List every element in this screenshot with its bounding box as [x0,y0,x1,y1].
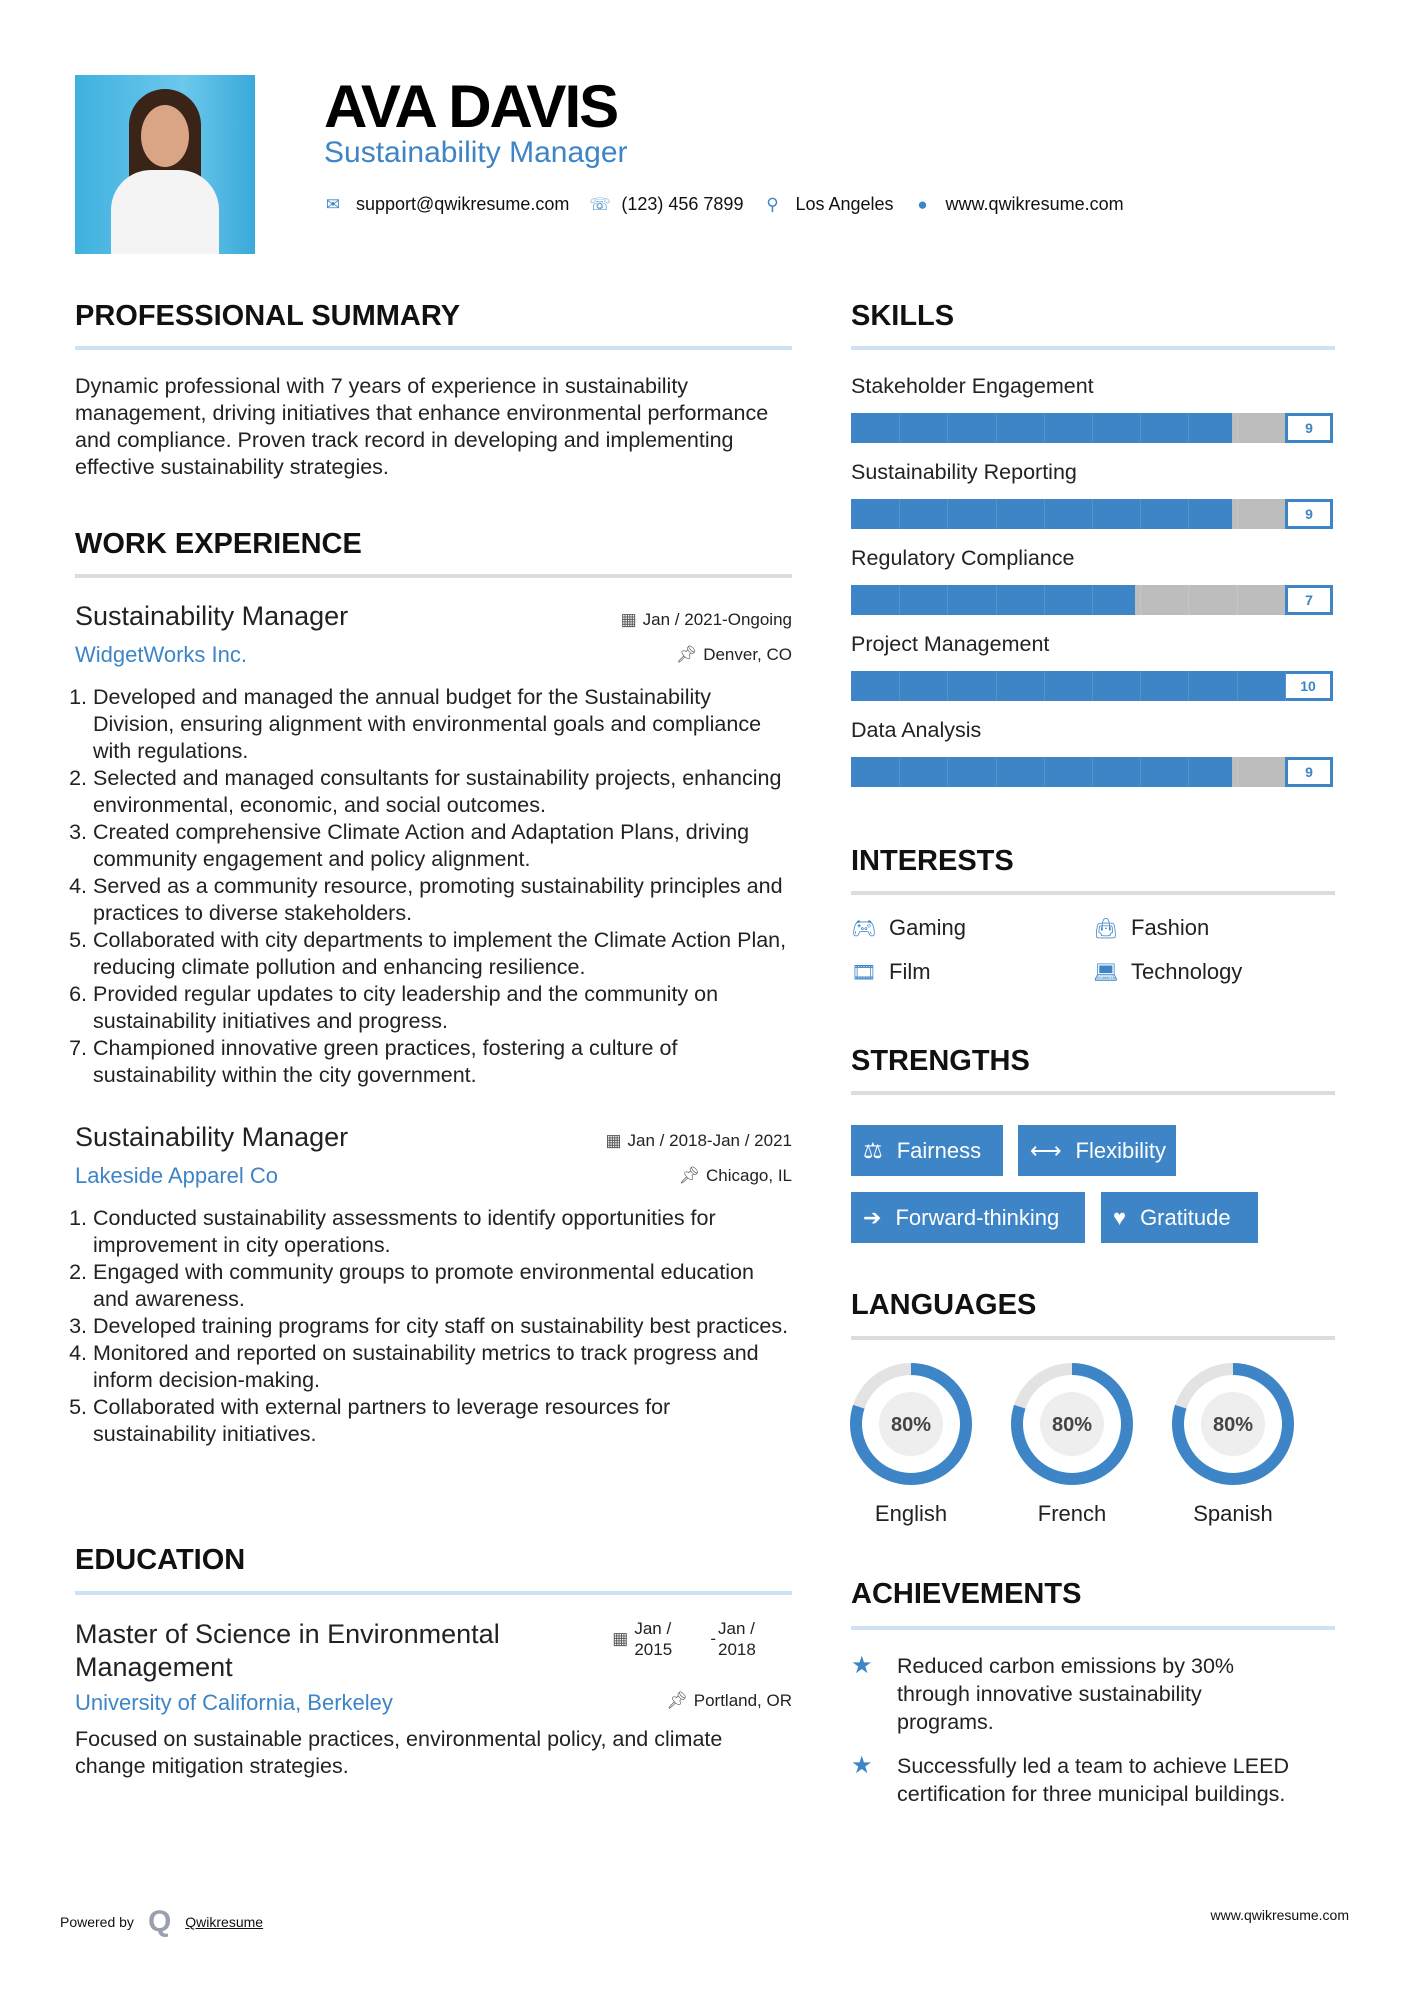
job-title: Sustainability Manager [75,601,349,631]
interests-heading: INTERESTS [851,845,1014,877]
summary-heading: PROFESSIONAL SUMMARY [75,300,461,332]
qwikresume-logo-icon: Q [147,1905,172,1938]
divider [851,1336,1335,1340]
job-location-text: Denver, CO [703,645,792,664]
strength-label: Forward-thinking [895,1204,1060,1230]
skill-bar-segment [1140,499,1141,529]
phone-icon: ☏ [589,194,611,214]
profile-photo [75,75,255,254]
contact-website[interactable]: www.qwikresume.com [945,194,1124,214]
skill-bar-segment [1237,757,1238,787]
skill-bar-segment [1188,671,1189,701]
divider [851,346,1335,350]
skill-name: Data Analysis [851,718,982,742]
footer-website[interactable]: www.qwikresume.com [1210,1907,1349,1923]
company-name: WidgetWorks Inc. [75,642,247,667]
skill-level: 9 [1285,499,1333,529]
skill-bar [851,757,1333,787]
skill-bar-segment [947,585,948,615]
envelope-icon: ✉ [325,194,341,214]
star-icon: ★ [851,1752,873,1779]
footer-powered-by [60,1905,263,1939]
thumbtack-icon: 📌︎ [666,1691,688,1710]
strength-label: Fairness [896,1137,982,1163]
skill-bar-segment [1188,413,1189,443]
skill-bar-segment [1092,413,1093,443]
experience-heading: WORK EXPERIENCE [75,528,362,560]
school-name: University of California, Berkeley [75,1690,393,1715]
interest-technology [1093,959,1335,985]
skill-name: Stakeholder Engagement [851,374,1094,398]
shopping-bag-icon: 👜︎ [1093,917,1119,940]
job-bullet: 5. Collaborated with city departments to implement the Climate Action Plan, reducing climate pollution and enhancing resilience. [93,927,792,981]
language-percent: 80% [1051,1414,1093,1436]
skill-bar-segment [996,499,997,529]
language-name: English [874,1501,948,1526]
job-bullet: 1. Developed and managed the annual budget for the Sustainability Division, ensuring alignment with environmental goals and compliance with regulations. [93,684,792,765]
skill-bar-segment [996,757,997,787]
heart-icon: ♥ [1113,1204,1127,1230]
globe-icon: ● [917,194,928,214]
skill-bar-segment [996,671,997,701]
contact-phone[interactable]: (123) 456 7899 [621,194,744,214]
interest-film [851,959,1093,985]
education-description: Focused on sustainable practices, environmental policy, and climate change mitigation strategies. [75,1727,723,1778]
skill-bar-segment [1188,757,1189,787]
skill-bar-segment [1237,671,1238,701]
calendar-icon: ▦ [612,1629,629,1648]
brand-link[interactable]: Qwikresume [185,1914,264,1930]
contact-bar [324,194,1144,215]
job-bullet: 2. Engaged with community groups to promote environmental education and awareness. [93,1259,792,1313]
job-dates [621,610,792,630]
laptop-icon: 💻︎ [1093,961,1119,984]
interest-label: Technology [1131,959,1243,984]
interest-fashion [1093,915,1335,941]
skill-bar-segment [1092,499,1093,529]
skill-bar-segment [996,585,997,615]
strength-label: Gratitude [1140,1204,1231,1230]
strength-flexibility [1018,1125,1176,1176]
achievement-text: Reduced carbon emissions by 30% through innovative sustainability programs. [897,1654,1235,1734]
skill-bar-segment [1044,671,1045,701]
job-bullet: 3. Created comprehensive Climate Action and Adaptation Plans, driving community engagement and policy alignment. [93,819,792,873]
skill-bar-segment [1237,413,1238,443]
interest-gaming [851,915,1093,941]
skill-bar-segment [1044,499,1045,529]
skill-bar-segment [1092,671,1093,701]
language-item [1010,1362,1134,1527]
contact-email[interactable]: support@qwikresume.com [356,194,570,214]
calendar-icon: ▦ [605,1131,622,1150]
divider [75,346,792,350]
job-bullet: 1. Conducted sustainability assessments to identify opportunities for improvement in city operations. [93,1205,792,1259]
achievement-item [851,1752,1335,1808]
education-dates [612,1618,768,1660]
achievement-item [851,1652,1335,1736]
skill-bar-segment [1188,585,1189,615]
skill-bar [851,413,1333,443]
achievements-heading: ACHIEVEMENTS [851,1578,1082,1610]
job-bullets [75,684,792,1089]
skills-list [851,374,1335,804]
job-bullet: 4. Served as a community resource, promoting sustainability principles and practices to diverse stakeholders. [93,873,792,927]
skill-bar-segment [899,585,900,615]
job-location [678,1166,792,1186]
education-location-text: Portland, OR [693,1691,792,1710]
language-ring [849,1362,973,1486]
degree: Master of Science in Environmental Management [75,1619,500,1682]
skill-bar-segment [1092,585,1093,615]
skill-bar-segment [1044,757,1045,787]
gamepad-icon: 🎮︎ [851,917,877,940]
skill-bar-segment [996,413,997,443]
job-dates [605,1131,792,1151]
candidate-name: AVA DAVIS [324,73,618,140]
skill-bar-segment [1092,757,1093,787]
skill-bar-fill [851,757,1232,787]
interest-label: Fashion [1131,915,1210,940]
skill-bar-segment [947,671,948,701]
skills-heading: SKILLS [851,300,955,332]
candidate-title: Sustainability Manager [324,136,628,169]
language-item [849,1362,973,1527]
skill-level: 9 [1285,757,1333,787]
divider [851,1091,1335,1095]
job-bullet: 7. Championed innovative green practices, fostering a culture of sustainability within the city government. [93,1035,792,1089]
skill-bar-fill [851,499,1232,529]
arrows-h-icon: ⟷ [1030,1137,1062,1163]
education-entry [75,1618,792,1780]
job-dates-text: Jan / 2018-Jan / 2021 [627,1131,792,1150]
achievements-list [851,1652,1335,1808]
job-dates-text: Jan / 2021-Ongoing [642,610,792,629]
skill-bar-segment [1044,585,1045,615]
skill-bar-segment [899,413,900,443]
languages-heading: LANGUAGES [851,1289,1037,1321]
skill-item [851,546,1335,615]
star-icon: ★ [851,1652,873,1679]
skill-bar [851,585,1333,615]
calendar-icon: ▦ [620,610,637,629]
interest-label: Gaming [889,915,967,940]
job-bullet: 2. Selected and managed consultants for sustainability projects, enhancing environmental, economic, and social outcomes. [93,765,792,819]
language-ring [1171,1362,1295,1486]
skill-bar-segment [1237,499,1238,529]
language-name: Spanish [1193,1501,1273,1526]
education-location [666,1691,792,1711]
job-entry [75,1122,792,1448]
interests-list [851,915,1335,985]
skill-bar-segment [1140,585,1141,615]
skill-level: 10 [1286,674,1330,698]
skill-name: Regulatory Compliance [851,546,1075,570]
skill-bar-segment [1140,671,1141,701]
language-ring [1010,1362,1134,1486]
interest-label: Film [889,959,931,984]
achievement-text: Successfully led a team to achieve LEED certification for three municipal buildings. [897,1754,1289,1806]
thumbtack-icon: 📌︎ [675,645,698,664]
skill-name: Project Management [851,632,1050,656]
powered-by-text: Powered by [60,1914,134,1930]
end-date: Jan / 2018 [718,1619,756,1659]
strengths-heading: STRENGTHS [851,1045,1030,1077]
skill-level: 7 [1285,585,1333,615]
divider [851,891,1335,895]
summary-text: Dynamic professional with 7 years of experience in sustainability management, driving initiatives that enhance environmental performance and compliance. Proven track record in developing and implementing effective sustainability strategies. [75,374,769,479]
strength-gratitude [1101,1192,1258,1243]
language-name: French [1037,1501,1107,1526]
skill-bar-segment [1237,585,1238,615]
job-bullets [75,1205,792,1448]
skill-item [851,718,1335,787]
skill-bar-segment [1140,413,1141,443]
language-item [1171,1362,1295,1527]
skill-item [851,374,1335,443]
skill-bar [851,671,1333,701]
job-location-text: Chicago, IL [706,1166,792,1185]
strength-fairness [851,1125,1003,1176]
skill-bar-segment [1188,499,1189,529]
strength-forward-thinking [851,1192,1085,1243]
thumbtack-icon: 📌︎ [678,1166,700,1185]
skill-bar-fill [851,413,1232,443]
job-title: Sustainability Manager [75,1122,349,1152]
start-date: Jan / 2015 [634,1619,673,1659]
job-bullet: 5. Collaborated with external partners to leverage resources for sustainability initiatives. [93,1394,792,1448]
skill-name: Sustainability Reporting [851,460,1077,484]
skill-level: 9 [1285,413,1333,443]
languages-list [849,1362,1333,1527]
skill-bar-segment [899,671,900,701]
map-marker-icon: ⚲ [766,194,779,214]
language-percent: 80% [1212,1414,1254,1436]
skill-bar-segment [1140,757,1141,787]
skill-bar [851,499,1333,529]
film-icon: 🎞︎ [851,961,877,984]
skill-bar-segment [899,757,900,787]
divider [75,574,792,578]
skill-item [851,460,1335,529]
skill-bar-segment [1044,413,1045,443]
balance-scale-icon: ⚖ [863,1137,883,1163]
divider [851,1626,1335,1630]
contact-location: Los Angeles [795,194,894,214]
skill-bar-segment [947,413,948,443]
skill-bar-segment [899,499,900,529]
job-location [676,645,792,665]
job-bullet: 4. Monitored and reported on sustainability metrics to track progress and inform decision-making. [93,1340,792,1394]
strength-label: Flexibility [1075,1137,1167,1163]
job-bullet: 6. Provided regular updates to city leadership and the community on sustainability initiatives and progress. [93,981,792,1035]
skill-bar-segment [947,499,948,529]
arrow-right-icon: ➔ [863,1204,882,1230]
skill-bar-segment [947,757,948,787]
company-name: Lakeside Apparel Co [75,1163,279,1188]
job-entry [75,601,792,1089]
education-heading: EDUCATION [75,1544,246,1576]
job-bullet: 3. Developed training programs for city staff on sustainability best practices. [93,1313,792,1340]
language-percent: 80% [890,1414,932,1436]
skill-item [851,632,1335,701]
date-separator: - [710,1629,716,1648]
divider [75,1591,792,1595]
